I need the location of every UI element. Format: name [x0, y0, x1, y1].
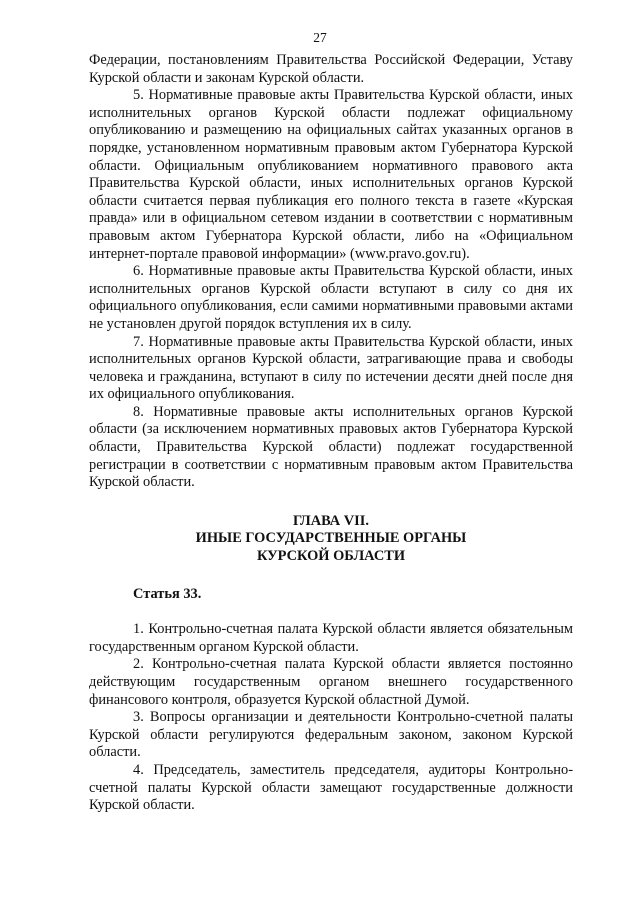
article-paragraph-4: 4. Председатель, заместитель председателя, аудиторы Контрольно-счетной палаты Курской области замещают государственные должности Курской области.: [89, 761, 573, 814]
paragraph-7: 7. Нормативные правовые акты Правительства Курской области, иных исполнительных органов Курской области, затрагивающие права и свободы человека и гражданина, вступают в силу по истечении десяти дней после дня их официального опубликования.: [89, 333, 573, 403]
paragraph-8: 8. Нормативные правовые акты исполнительных органов Курской области (за исключением нормативных правовых актов Губернатора Курской области, Правительства Курской области) подлежат государственной регистрации в соответствии с нормативным правовым актом Правительства Курской области.: [89, 403, 573, 491]
chapter-number: ГЛАВА VII.: [293, 512, 369, 529]
page-number: 27: [313, 30, 327, 45]
article-body: [89, 621, 573, 815]
chapter-title-line-1: ИНЫЕ ГОСУДАРСТВЕННЫЕ ОРГАНЫ: [195, 530, 467, 547]
paragraph-continuation: Федерации, постановлениям Правительства Российской Федерации, Уставу Курской области и законам Курской области.: [89, 52, 573, 86]
chapter-heading: [89, 513, 573, 566]
document-body: [89, 52, 573, 815]
article-paragraph-3: 3. Вопросы организации и деятельности Контрольно-счетной палаты Курской области регулируются федеральным законом, законом Курской области.: [89, 709, 573, 761]
paragraph-6: 6. Нормативные правовые акты Правительства Курской области, иных исполнительных органов Курской области вступают в силу со дня их официального опубликования, если самими нормативными правовыми актами не установлен другой порядок вступления их в силу.: [89, 263, 573, 332]
paragraph-5: 5. Нормативные правовые акты Правительства Курской области, иных исполнительных органов Курской области подлежат официальному опубликованию и размещению на официальных сайтах указанных органов в порядке, установленном нормативным правовым актом Губернатора Курской области. Официальным опубликованием нормативного правового акта Правительства Курской области, иных исполнительных органов Курской области считается первая публикация его полного текста в газете «Курская правда» или в официальном сетевом издании в соответствии с нормативным правовым актом Губернатора Курской области, либо на «Официальном интернет-портале правовой информации» (www.pravo.gov.ru).: [89, 87, 573, 262]
article-paragraph-2: 2. Контрольно-счетная палата Курской области является постоянно действующим государственным органом внешнего государственного финансового контроля, образуется Курской областной Думой.: [89, 656, 573, 708]
chapter-title-line-2: КУРСКОЙ ОБЛАСТИ: [256, 548, 406, 565]
article-paragraph-1: 1. Контрольно-счетная палата Курской области является обязательным государственным органом Курской области.: [89, 621, 573, 655]
article-title: Статья 33.: [133, 585, 202, 602]
